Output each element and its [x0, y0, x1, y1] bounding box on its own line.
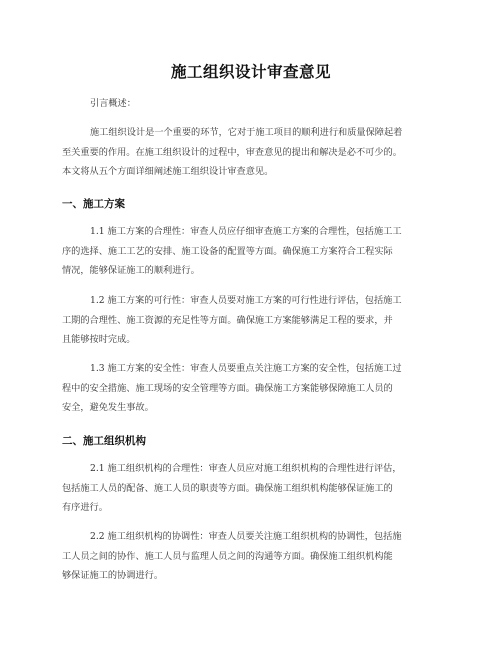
paragraph-line: 且能够按时完成。: [62, 334, 136, 345]
intro-label: 引言概述：: [90, 98, 136, 109]
intro-line: 施工组织设计是一个重要的环节，它对于施工项目的顺利进行和质量保障起着: [90, 127, 403, 138]
section2-paragraph-1: [62, 459, 442, 518]
paragraph-line: 工期的合理性、施工资源的充足性等方面。确保施工方案能够满足工程的要求，并: [62, 314, 393, 326]
intro-line: 本文将从五个方面详细阐述施工组织设计审查意见。: [62, 166, 274, 177]
section2-heading: 二、施工组织机构: [62, 435, 146, 447]
paragraph-line: 够保证施工的协调进行。: [62, 570, 164, 581]
section2-paragraph-2: [62, 527, 442, 586]
intro-paragraph: [62, 123, 442, 182]
paragraph-line: 2.2 施工组织机构的协调性：审查人员要关注施工组织机构的协调性，包括施: [90, 531, 402, 542]
section1-paragraph-1: [62, 222, 442, 281]
paragraph-line: 程中的安全措施、施工现场的安全管理等方面。确保施工方案能够保障施工人员的: [62, 382, 393, 394]
section1-paragraph-3: [62, 359, 442, 418]
paragraph-line: 序的选择、施工工艺的安排、施工设备的配置等方面。确保施工方案符合工程实际: [62, 245, 393, 257]
section1-paragraph-2: [62, 291, 442, 350]
paragraph-line: 1.1 施工方案的合理性：审查人员应仔细审查施工方案的合理性，包括施工工: [90, 226, 402, 237]
paragraph-line: 1.2 施工方案的可行性：审查人员要对施工方案的可行性进行评估，包括施工: [90, 295, 402, 306]
paragraph-line: 有序进行。: [62, 502, 108, 513]
paragraph-line: 1.3 施工方案的安全性：审查人员要重点关注施工方案的安全性，包括施工过: [90, 363, 402, 374]
paragraph-line: 包括施工人员的配备、施工人员的职责等方面。确保施工组织机构能够保证施工的: [62, 482, 393, 494]
intro-line: 至关重要的作用。在施工组织设计的过程中，审查意见的提出和解决是必不可少的。: [62, 146, 402, 158]
section1-heading: 一、施工方案: [62, 198, 125, 210]
paragraph-line: 安全，避免发生事故。: [62, 402, 154, 413]
paragraph-line: 情况，能够保证施工的顺利进行。: [62, 265, 200, 276]
document-title: 施工组织设计审查意见: [170, 63, 331, 81]
paragraph-line: 工人员之间的协作、施工人员与监理人员之间的沟通等方面。确保施工组织机构能: [62, 550, 393, 562]
paragraph-line: 2.1 施工组织机构的合理性：审查人员应对施工组织机构的合理性进行评估，: [90, 463, 402, 474]
